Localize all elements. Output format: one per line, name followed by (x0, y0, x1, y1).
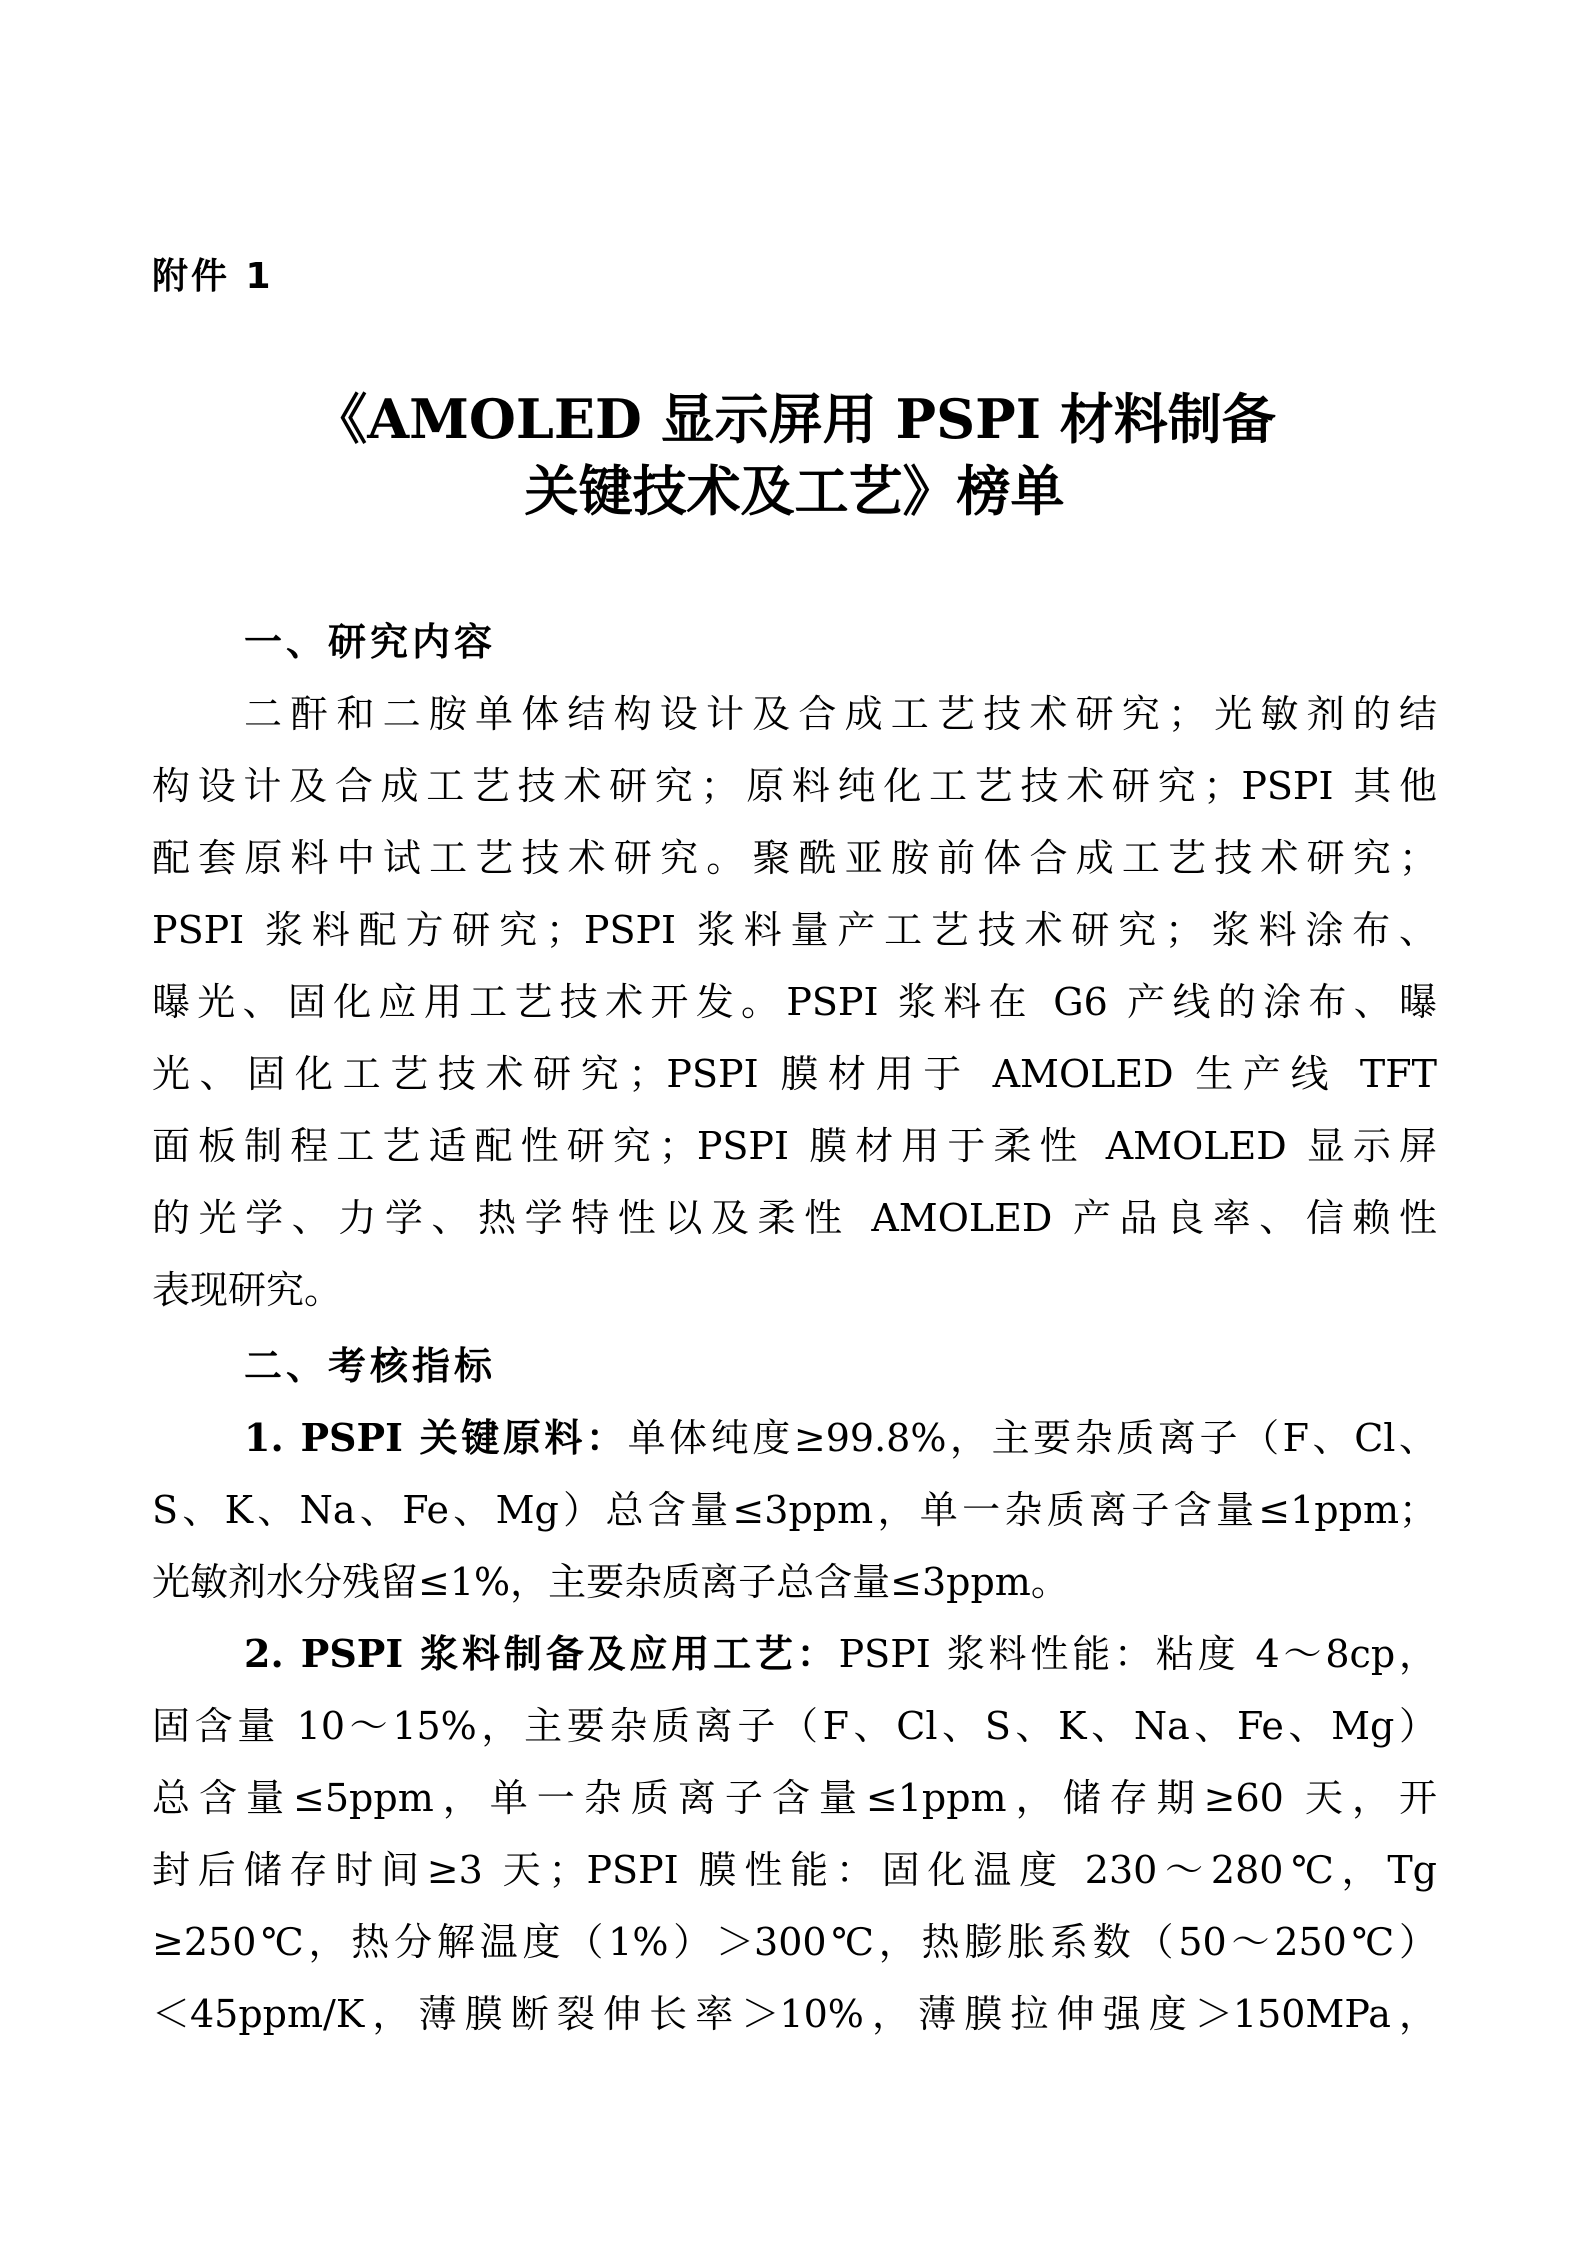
document-title-line-2: 关键技术及工艺》榜单 (524, 459, 1065, 523)
paragraph-line: 光敏剂水分残留≤1%，主要杂质离子总含量≤3ppm。 (152, 1560, 1069, 1604)
paragraph-line: ≥250℃，热分解温度（1%）＞300℃，热膨胀系数（50～250℃） (152, 1920, 1437, 1964)
section-heading-research-content: 一、研究内容 (244, 620, 497, 664)
paragraph-line: 封后储存时间≥3 天；PSPI 膜性能：固化温度 230～280℃，Tg (152, 1848, 1437, 1892)
paragraph-line: 面板制程工艺适配性研究；PSPI 膜材用于柔性 AMOLED 显示屏 (152, 1124, 1437, 1168)
paragraph-line: 总含量≤5ppm，单一杂质离子含量≤1ppm，储存期≥60 天，开 (152, 1776, 1437, 1820)
indicator-item-2-first-line (244, 1624, 1437, 1684)
document-title-line-1: 《AMOLED 显示屏用 PSPI 材料制备 (313, 387, 1276, 451)
paragraph-line: 二酐和二胺单体结构设计及合成工艺技术研究；光敏剂的结 (244, 692, 1437, 736)
attachment-label: 附件 1 (152, 256, 274, 297)
indicator-item-1-text: 单体纯度≥99.8%，主要杂质离子（F、Cl、 (627, 1416, 1437, 1460)
paragraph-line: 表现研究。 (152, 1268, 343, 1312)
indicator-item-1-label: 1. PSPI 关键原料： (244, 1415, 628, 1460)
paragraph-line: 曝光、固化应用工艺技术开发。PSPI 浆料在 G6 产线的涂布、曝 (152, 980, 1437, 1024)
indicator-item-2-label: 2. PSPI 浆料制备及应用工艺： (244, 1631, 839, 1676)
indicator-item-1-first-line (244, 1408, 1437, 1468)
paragraph-line: 固含量 10～15%，主要杂质离子（F、Cl、S、K、Na、Fe、Mg） (152, 1704, 1437, 1748)
paragraph-line: 配套原料中试工艺技术研究。聚酰亚胺前体合成工艺技术研究； (152, 836, 1437, 880)
paragraph-line: PSPI 浆料配方研究；PSPI 浆料量产工艺技术研究；浆料涂布、 (152, 908, 1437, 952)
section-heading-assessment-indicators: 二、考核指标 (244, 1344, 497, 1388)
paragraph-line: 构设计及合成工艺技术研究；原料纯化工艺技术研究；PSPI 其他 (152, 764, 1437, 808)
paragraph-line: 的光学、力学、热学特性以及柔性 AMOLED 产品良率、信赖性 (152, 1196, 1437, 1240)
paragraph-line: S、K、Na、Fe、Mg）总含量≤3ppm，单一杂质离子含量≤1ppm； (152, 1488, 1437, 1532)
paragraph-line: 光、固化工艺技术研究；PSPI 膜材用于 AMOLED 生产线 TFT (152, 1052, 1437, 1096)
indicator-item-2-text: PSPI 浆料性能：粘度 4～8cp， (838, 1632, 1437, 1676)
paragraph-line: ＜45ppm/K，薄膜断裂伸长率＞10%，薄膜拉伸强度＞150MPa， (152, 1992, 1437, 2036)
